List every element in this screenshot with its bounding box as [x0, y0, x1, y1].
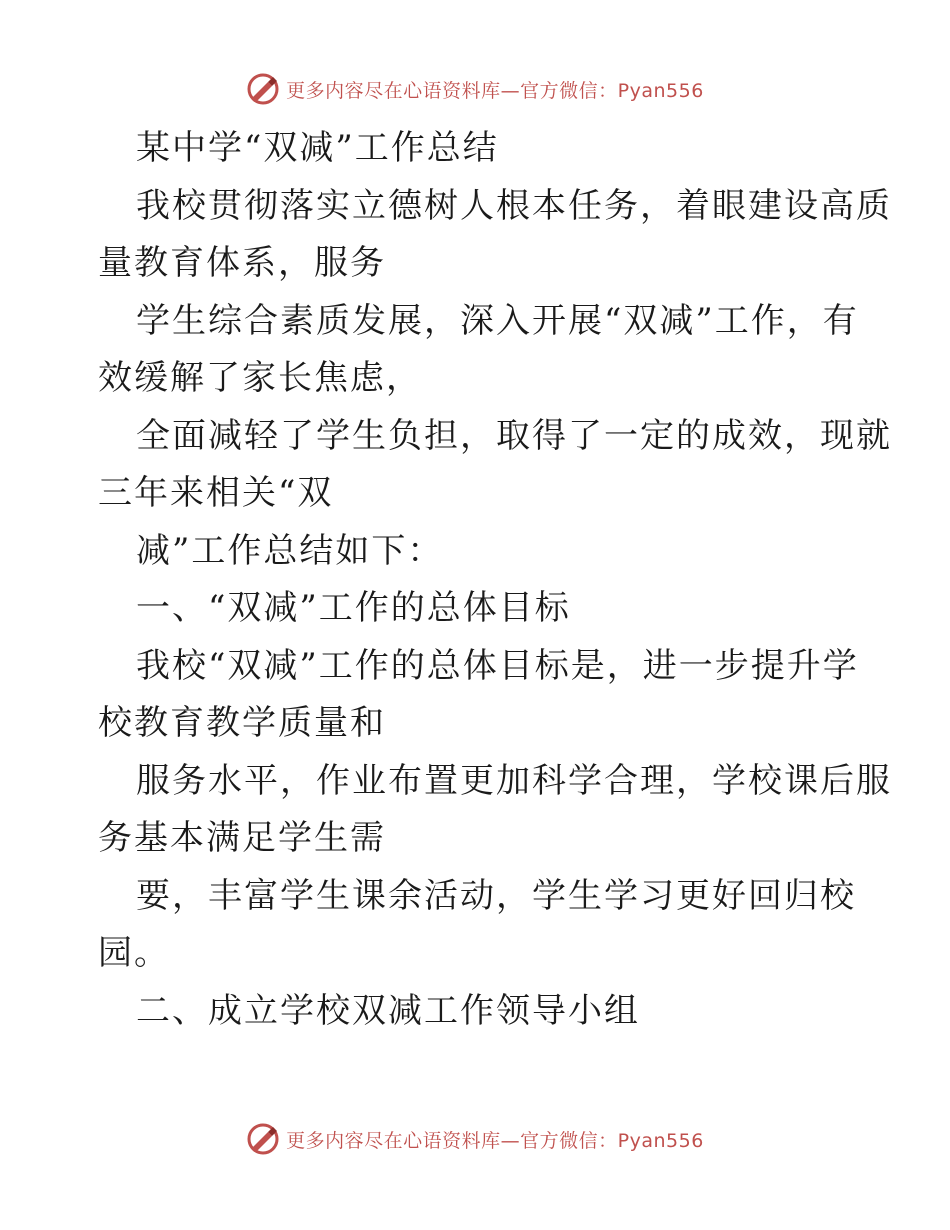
text-line: 我校贯彻落实立德树人根本任务，着眼建设高质 — [136, 185, 892, 226]
text-line: 园。 — [98, 933, 170, 973]
text-line: 全面减轻了学生负担，取得了一定的成效，现就 — [136, 415, 892, 456]
text-line: 校教育教学质量和 — [98, 703, 386, 743]
watermark-text: 更多内容尽在心语资料库—官方微信：Pyan556 — [286, 79, 704, 102]
footer-watermark — [0, 1122, 950, 1156]
pen-logo-icon — [246, 72, 280, 106]
document-body — [98, 120, 892, 1040]
watermark-text: 更多内容尽在心语资料库—官方微信：Pyan556 — [286, 1129, 704, 1152]
text-line: 学生综合素质发展，深入开展“双减”工作，有 — [136, 300, 859, 341]
pen-logo-icon — [246, 1122, 280, 1156]
text-line: 一、“双减”工作的总体目标 — [136, 588, 571, 628]
text-line: 我校“双减”工作的总体目标是，进一步提升学 — [136, 645, 859, 686]
text-line: 减”工作总结如下： — [136, 530, 444, 571]
text-line: 效缓解了家长焦虑， — [98, 358, 422, 398]
text-line: 量教育体系，服务 — [98, 243, 386, 283]
text-line: 三年来相关“双 — [98, 473, 334, 513]
header-watermark — [0, 72, 950, 106]
text-line: 服务水平，作业布置更加科学合理，学校课后服 — [136, 760, 892, 801]
text-line: 某中学“双减”工作总结 — [136, 128, 499, 168]
text-line: 务基本满足学生需 — [98, 818, 386, 858]
text-line: 二、成立学校双减工作领导小组 — [136, 990, 640, 1031]
text-line: 要，丰富学生课余活动，学生学习更好回归校 — [136, 875, 856, 916]
